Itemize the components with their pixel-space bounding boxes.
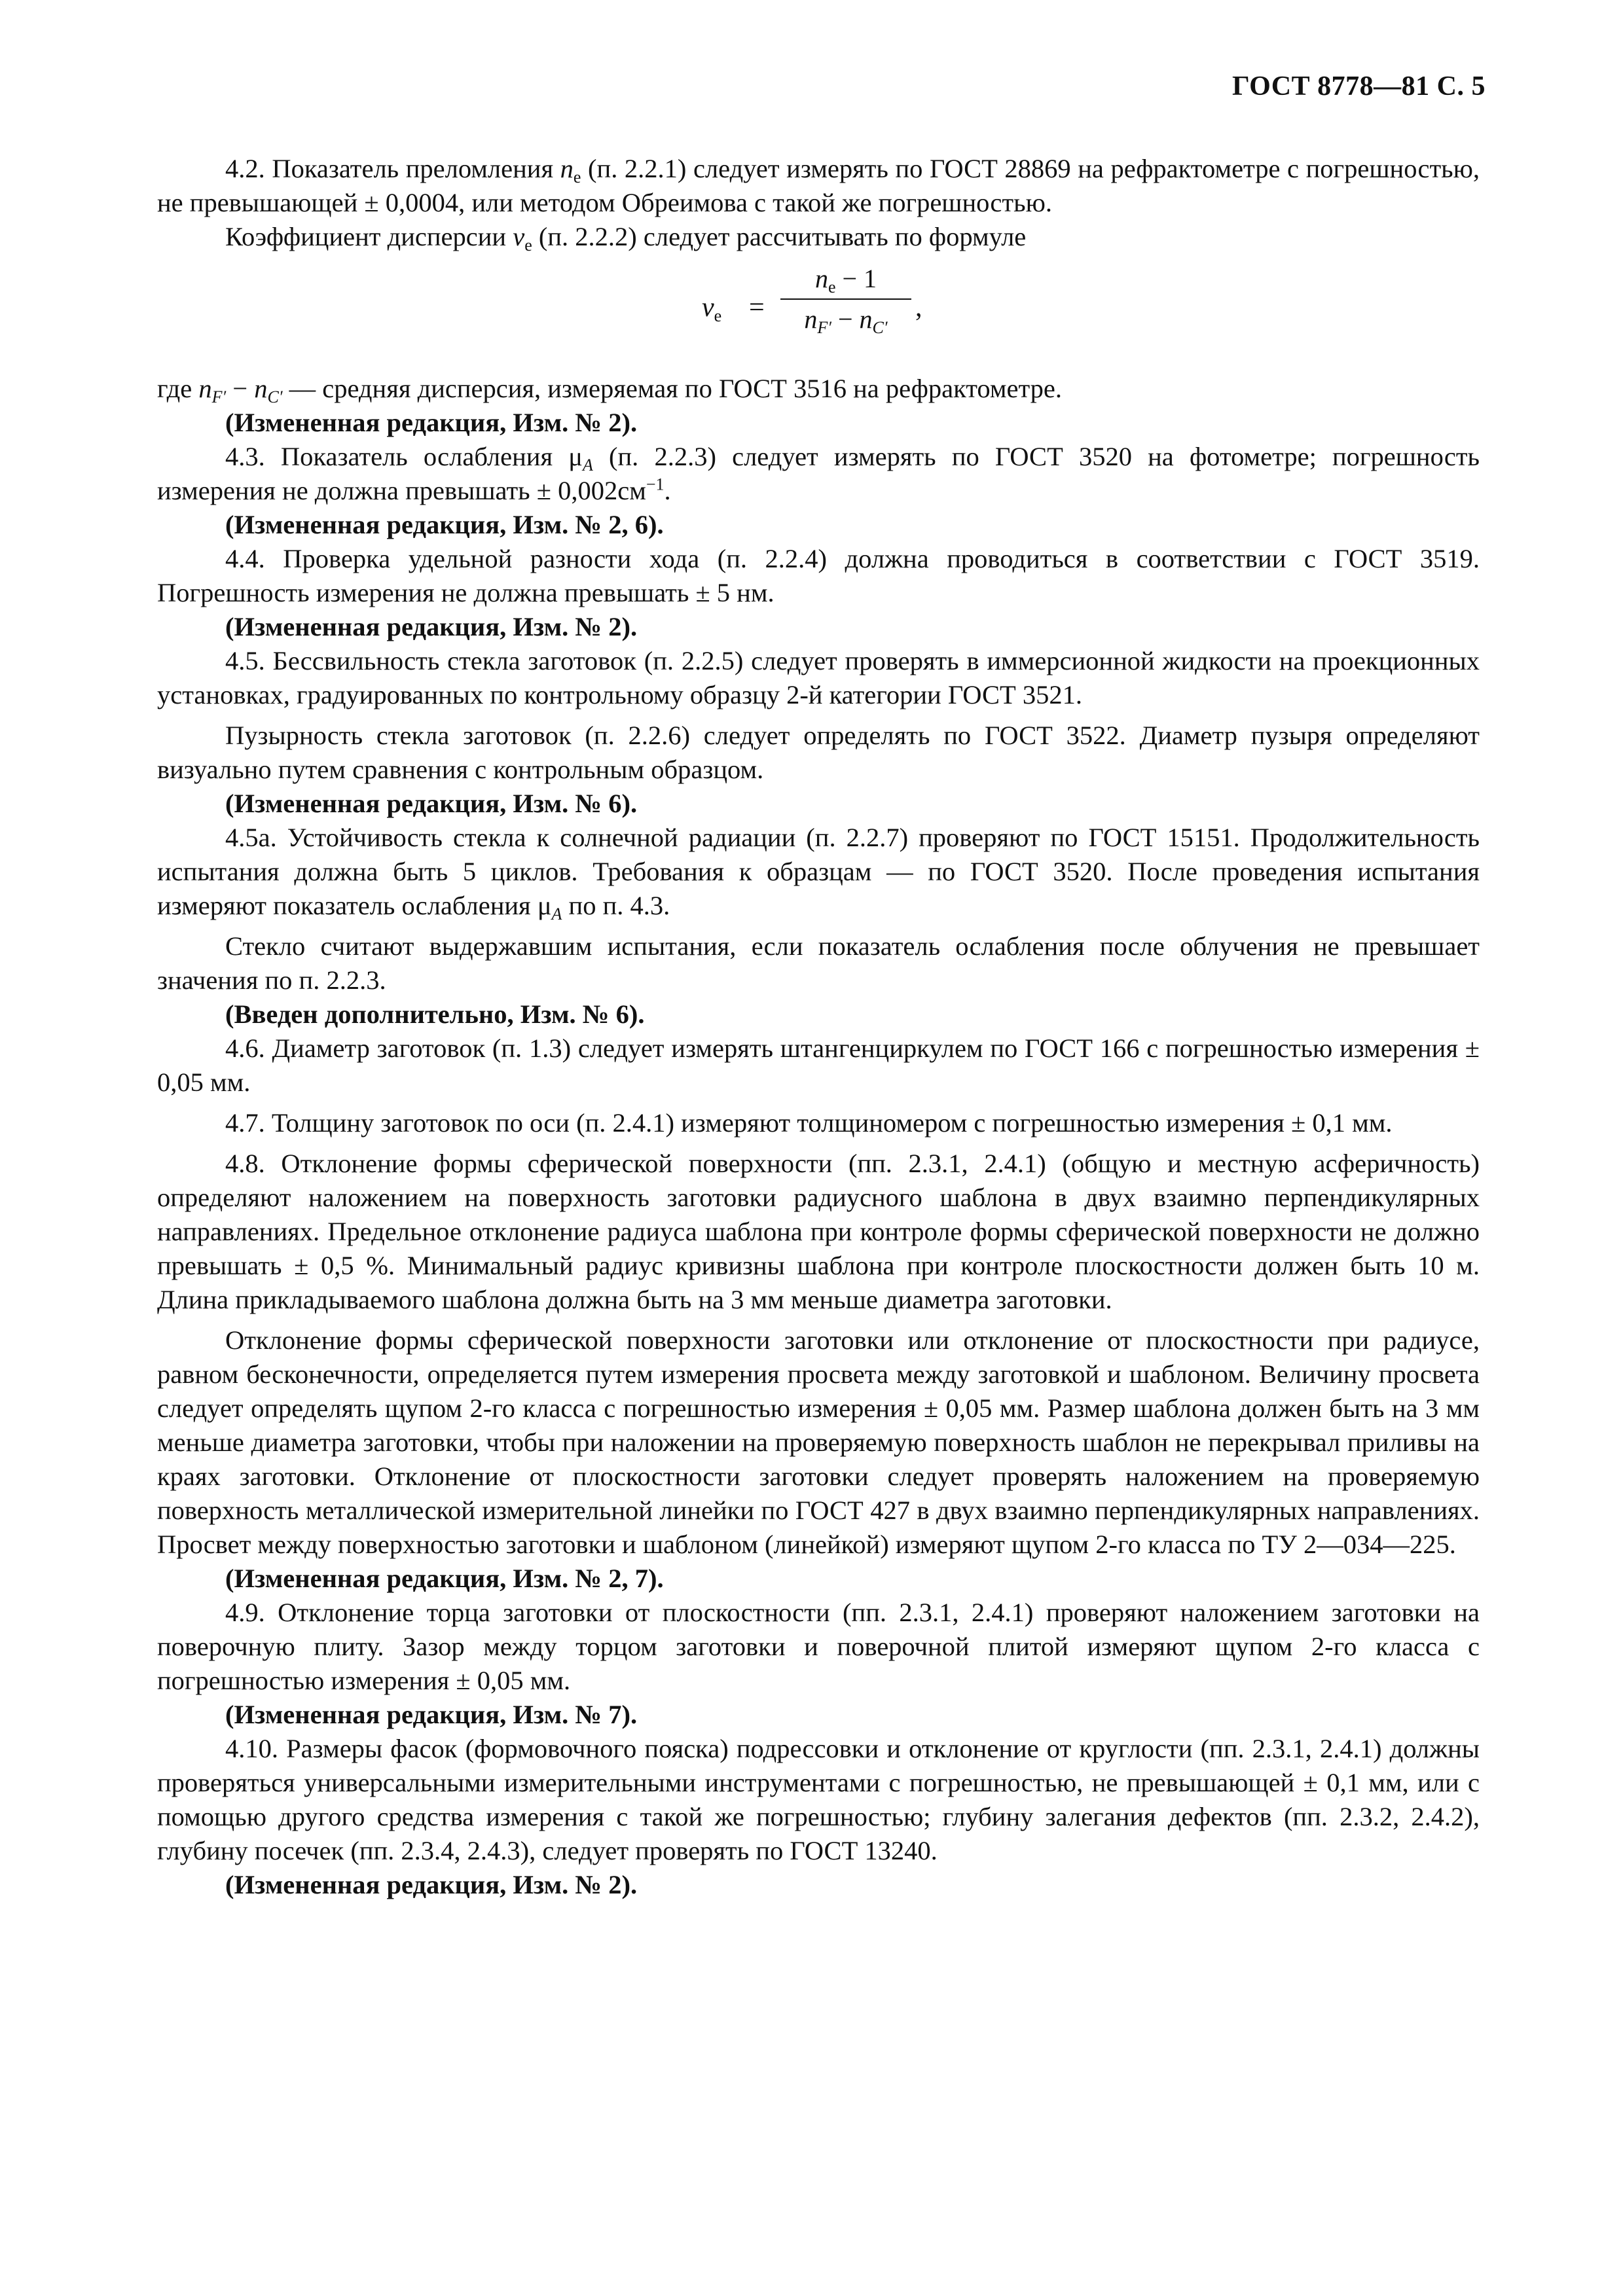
paragraph-4-7: 4.7. Толщину заготовок по оси (п. 2.4.1) измеряют толщиномером с погрешностью измерения ± 0,1 мм.	[225, 1108, 1393, 1138]
paragraph-4-8: 4.8. Отклонение формы сферической поверхности (пп. 2.3.1, 2.4.1) (общую и местную асферичность) определяют наложением на поверхность заготовки радиусного шаблона в двух взаимно перпендикулярных направлениях. Предельное отклонение радиуса шаблона при контроле формы сферической поверхности не должно превышать ± 0,5 %. Минимальный радиус кривизны шаблона при контроле плоскостности должен быть 10 м. Длина прикладываемого шаблона должна быть на 3 мм меньше диаметра заготовки.	[157, 1149, 1480, 1314]
paragraph-where	[157, 372, 1480, 406]
var-nu: ν	[513, 222, 525, 251]
fraction-denominator	[780, 302, 911, 335]
formula-equals: =	[749, 293, 765, 323]
subscript: e	[524, 236, 532, 255]
subscript: F′	[211, 387, 227, 406]
page-header: ГОСТ 8778—81 С. 5	[1231, 71, 1486, 101]
text: где	[157, 374, 199, 403]
den-var-b: n	[859, 304, 873, 334]
text: по п. 4.3.	[562, 891, 670, 920]
paragraph-4-9: 4.9. Отклонение торца заготовки от плоскостности (пп. 2.3.1, 2.4.1) проверяют наложением заготовки на поверочную плиту. Зазор между торцом заготовки и поверочной плитой измеряют щупом 2-го класса с погрешностью измерения ± 0,05 мм.	[157, 1598, 1480, 1695]
document-body	[157, 152, 1480, 1902]
text: −	[226, 374, 255, 403]
den-sub-a: F′	[817, 318, 831, 337]
paragraph-4-10: 4.10. Размеры фасок (формовочного пояска) подрессовки и отклонение от круглости (пп. 2.3.1, 2.4.1) должны проверяться универсальными измерительными инструментами с погрешностью, не превышающей ± 0,1 мм, или с помощью другого средства измерения с такой же погрешностью; глубину залегания дефектов (пп. 2.3.2, 2.4.2), глубину посечек (пп. 2.3.4, 2.4.3), следует проверять по ГОСТ 13240.	[157, 1734, 1480, 1865]
text: Коэффициент дисперсии	[225, 222, 513, 251]
text: (п. 2.2.2) следует рассчитывать по формуле	[532, 222, 1027, 251]
revision-note: (Измененная редакция, Изм. № 2).	[225, 1870, 638, 1899]
subscript: A	[582, 456, 593, 475]
paragraph-4-5: 4.5. Бессвильность стекла заготовок (п. 2.2.5) следует проверять в иммерсионной жидкости на проекционных установках, градуированных по контрольному образцу 2-й категории ГОСТ 3521.	[157, 646, 1480, 709]
revision-note: (Введен дополнительно, Изм. № 6).	[225, 999, 645, 1029]
num-subscript: e	[828, 278, 836, 296]
num-var: n	[814, 264, 828, 293]
dispersion-formula	[157, 259, 1480, 363]
revision-note: (Измененная редакция, Изм. № 2, 7).	[225, 1564, 664, 1593]
paragraph-dispersion	[157, 220, 1480, 254]
den-op: −	[831, 304, 860, 334]
subscript: C′	[267, 387, 283, 406]
revision-note: (Измененная редакция, Изм. № 2, 6).	[225, 510, 664, 539]
var-mu: μ	[537, 891, 552, 920]
var-nc: n	[254, 374, 268, 403]
text: 4.2. Показатель преломления	[225, 154, 560, 183]
lhs-subscript: e	[714, 306, 722, 325]
text: 4.3. Показатель ослабления	[225, 442, 569, 471]
paragraph-glass-test: Стекло считают выдержавшим испытания, если показатель ослабления после облучения не превышает значения по п. 2.2.3.	[157, 931, 1480, 995]
subscript: A	[551, 905, 562, 924]
lhs-var: ν	[702, 293, 714, 323]
revision-note: (Измененная редакция, Изм. № 2).	[225, 408, 638, 437]
text: (п. 2.2.1) следует измерять по ГОСТ 28869 на рефрактометре с погрешностью, не превышающей ± 0,0004, или методом Обреимова с такой же погрешностью.	[157, 154, 1480, 217]
var-n: n	[560, 154, 574, 183]
den-var-a: n	[804, 304, 818, 334]
paragraph-4-3	[157, 440, 1480, 508]
fraction-bar	[780, 298, 911, 300]
den-sub-b: C′	[872, 318, 888, 337]
text: .	[664, 476, 671, 505]
revision-note: (Измененная редакция, Изм. № 6).	[225, 789, 638, 818]
paragraph-4-2	[157, 152, 1480, 220]
revision-note: (Измененная редакция, Изм. № 2).	[225, 612, 638, 641]
formula-lhs	[702, 291, 721, 325]
paragraph-bubbles: Пузырность стекла заготовок (п. 2.2.6) следует определять по ГОСТ 3522. Диаметр пузыря определяют визуально путем сравнения с контрольным образцом.	[157, 721, 1480, 784]
text: (п. 2.2.3) следует измерять по ГОСТ 3520 на фотометре; погрешность измерения не должна превышать ± 0,002см	[157, 442, 1480, 505]
paragraph-4-6: 4.6. Диаметр заготовок (п. 1.3) следует измерять штангенциркулем по ГОСТ 166 с погрешностью измерения ± 0,05 мм.	[157, 1033, 1480, 1097]
var-mu: μ	[568, 442, 583, 471]
text: — средняя дисперсия, измеряемая по ГОСТ 3516 на рефрактометре.	[282, 374, 1063, 403]
paragraph-4-5a	[157, 821, 1480, 923]
superscript: −1	[646, 475, 665, 494]
var-nf: n	[198, 374, 212, 403]
paragraph-deviation: Отклонение формы сферической поверхности заготовки или отклонение от плоскостности при радиусе, равном бесконечности, определяется путем измерения просвета между заготовкой и шаблоном. Величину просвета следует определять щупом 2-го класса с погрешностью измерения ± 0,05 мм. Размер шаблона должен быть на 3 мм меньше диаметра заготовки, чтобы при наложении на проверяемую поверхность шаблон не перекрывал приливы на краях заготовки. Отклонение от плоскостности заготовки следует проверять наложением на проверяемую поверхность металлической измерительной линейки по ГОСТ 427 в двух взаимно перпендикулярных направлениях. Просвет между поверхностью заготовки и шаблоном (линейкой) измеряют щупом 2-го класса по ТУ 2—034—225.	[157, 1325, 1480, 1559]
num-rest: − 1	[835, 264, 877, 293]
formula-fraction	[780, 262, 911, 335]
fraction-numerator	[780, 262, 911, 295]
formula-comma: ,	[915, 293, 922, 323]
paragraph-4-4: 4.4. Проверка удельной разности хода (п. 2.2.4) должна проводиться в соответствии с ГОСТ 3519. Погрешность измерения не должна превышать ± 5 нм.	[157, 544, 1480, 607]
subscript: e	[573, 168, 581, 187]
text: 4.5а. Устойчивость стекла к солнечной радиации (п. 2.2.7) проверяют по ГОСТ 15151. Продолжительность испытания должна быть 5 циклов. Требования к образцам — по ГОСТ 3520. После проведения испытания измеряют показатель ослабления	[157, 823, 1480, 920]
revision-note: (Измененная редакция, Изм. № 7).	[225, 1700, 638, 1729]
